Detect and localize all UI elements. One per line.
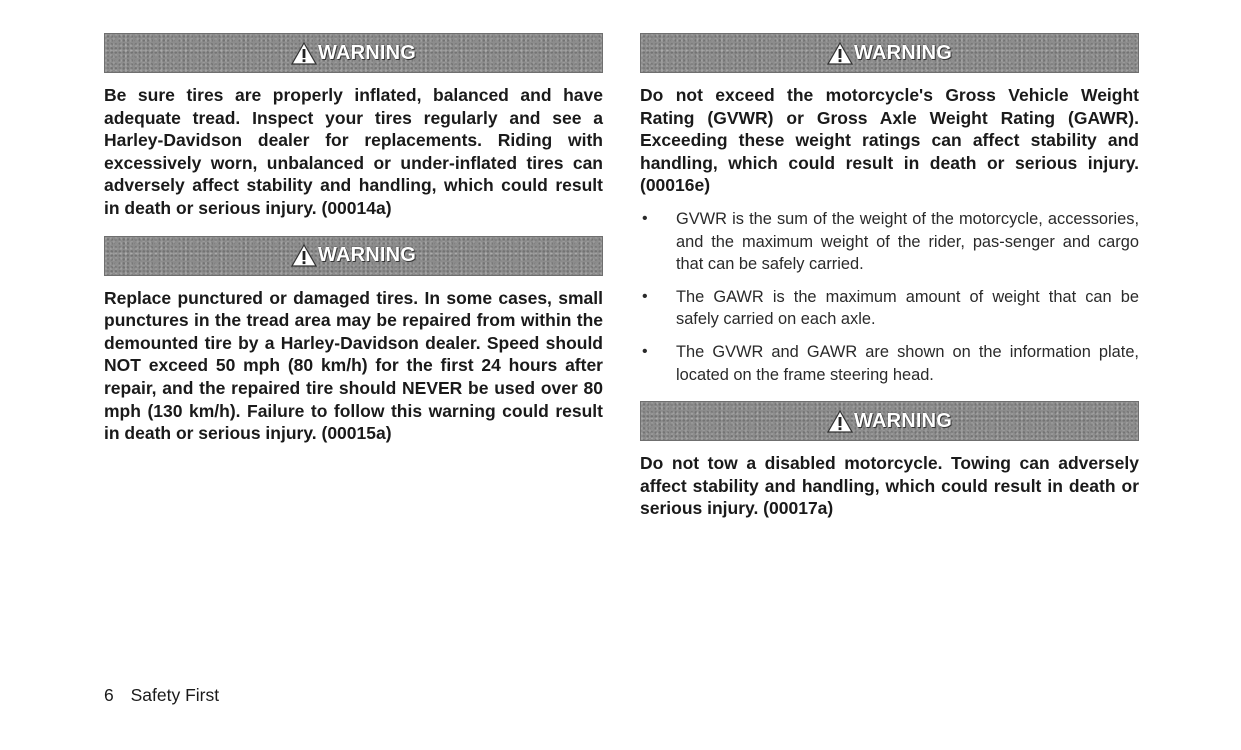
- warning-label: WARNING: [853, 409, 953, 432]
- warning-banner: [640, 33, 1139, 73]
- bullet-icon: •: [642, 342, 648, 360]
- bullet-icon: •: [642, 287, 648, 305]
- page-number: 6: [104, 685, 114, 705]
- warning-banner: [104, 33, 603, 73]
- warning-label: WARNING: [317, 41, 417, 64]
- list-item: [640, 208, 1139, 276]
- list-item: [640, 286, 1139, 331]
- weight-rating-bullets: [640, 208, 1139, 386]
- warning-triangle-icon: [291, 42, 317, 65]
- bullet-icon: •: [642, 209, 648, 227]
- bullet-text: The GAWR is the maximum amount of weight that can be safely carried on each axle.: [676, 287, 1139, 329]
- warning-text-tire-inflation: Be sure tires are properly inflated, balanced and have adequate tread. Inspect your tires regularly and see a Harley-Davidson dealer for replacements. Riding with excessively worn, unbalanced or under-inflated tires can adversely affect stability and handling, which could result in death or serious injury. (00014a): [104, 85, 603, 218]
- warning-triangle-icon: [827, 410, 853, 433]
- warning-banner: [640, 401, 1139, 441]
- warning-label: WARNING: [853, 41, 953, 64]
- bullet-text: GVWR is the sum of the weight of the motorcycle, accessories, and the maximum weight of the rider, pas-senger and cargo that can be safely carried.: [676, 209, 1139, 274]
- left-column: [104, 33, 603, 445]
- warning-text-towing: Do not tow a disabled motorcycle. Towing can adversely affect stability and handling, which could result in death or serious injury. (00017a): [640, 453, 1139, 519]
- warning-banner: [104, 236, 603, 276]
- warning-text-punctured-tires: Replace punctured or damaged tires. In some cases, small punctures in the tread area may be repaired from within the demounted tire by a Harley-Davidson dealer. Speed should NOT exceed 50 mph (80 km/h) for the first 24 hours after repair, and the repaired tire should NEVER be used over 80 mph (130 km/h). Failure to follow this warning could result in death or serious injury. (00015a): [104, 287, 603, 444]
- warning-triangle-icon: [291, 244, 317, 267]
- warning-text-weight-rating: Do not exceed the motorcycle's Gross Vehicle Weight Rating (GVWR) or Gross Axle Weight Rating (GAWR). Exceeding these weight ratings can affect stability and handling, which could result in death or serious injury. (00016e): [640, 85, 1139, 196]
- page-footer: [104, 685, 219, 706]
- warning-triangle-icon: [827, 42, 853, 65]
- right-column: [640, 33, 1139, 520]
- bullet-text: The GVWR and GAWR are shown on the information plate, located on the frame steering head.: [676, 342, 1139, 384]
- warning-label: WARNING: [317, 244, 417, 267]
- section-title: Safety First: [130, 685, 220, 705]
- list-item: [640, 341, 1139, 386]
